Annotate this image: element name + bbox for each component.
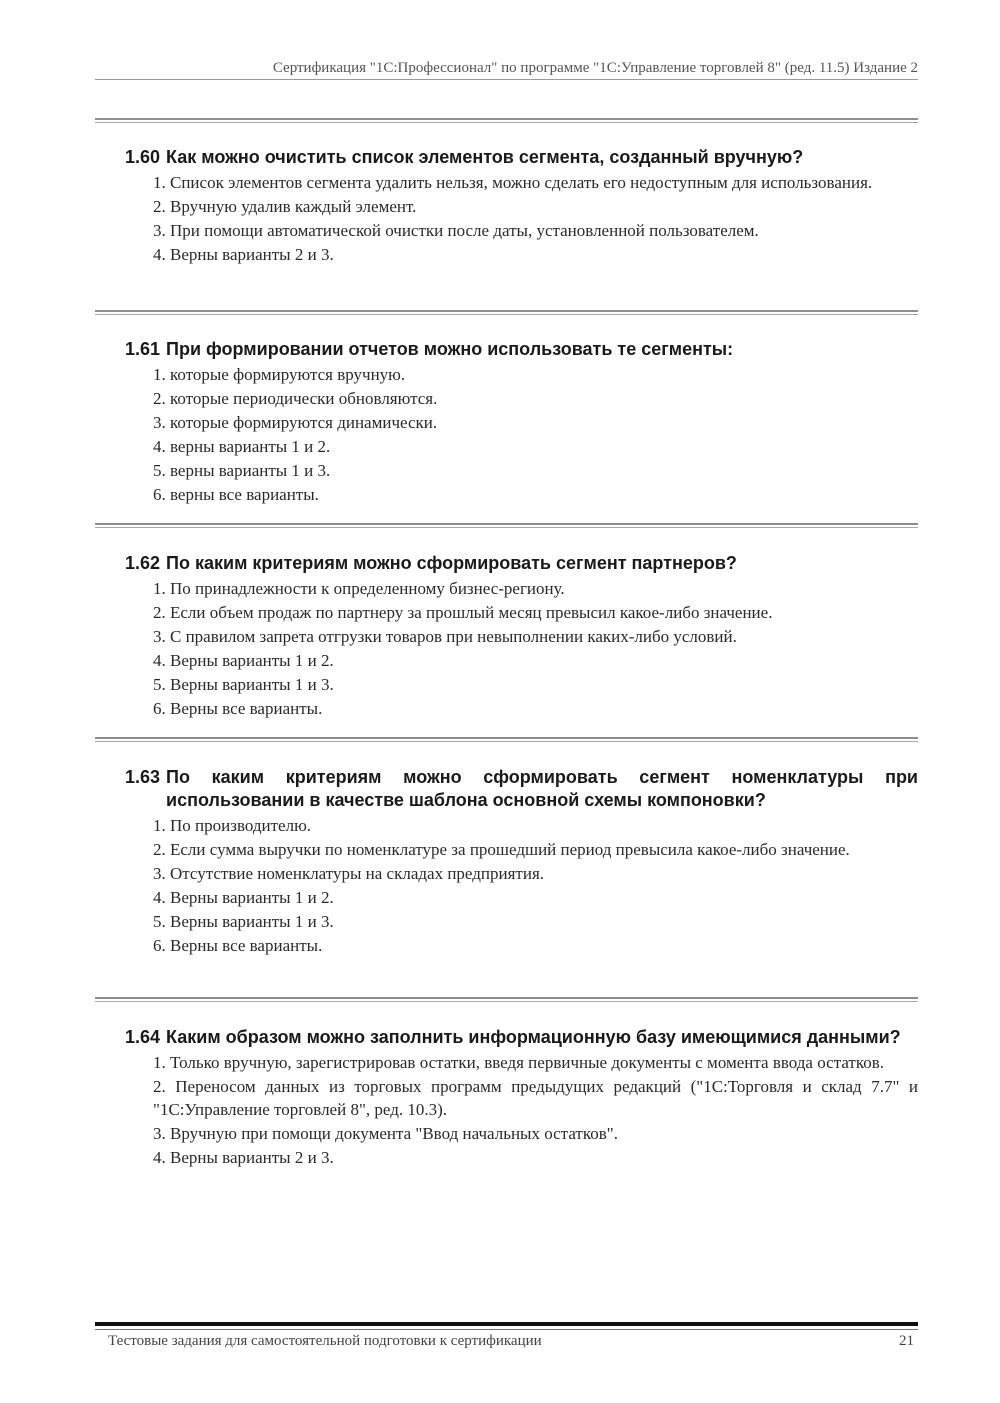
answer-option: 4. Верны варианты 1 и 2. xyxy=(153,888,334,907)
answer-option: 6. Верны все варианты. xyxy=(153,936,323,955)
footer-divider-thin xyxy=(95,1329,918,1330)
question-number: 1.64 xyxy=(125,1027,161,1047)
question-1-64 xyxy=(125,1026,918,1170)
question-title xyxy=(125,338,918,361)
answer-option: 1. Только вручную, зарегистрировав остатки, введя первичные документы с момента ввода остатков. xyxy=(153,1053,885,1072)
answer-option: 3. Вручную при помощи документа "Ввод начальных остатков". xyxy=(153,1124,618,1143)
answer-option: 2. которые периодически обновляются. xyxy=(153,389,438,408)
answer-option: 3. Отсутствие номенклатуры на складах предприятия. xyxy=(153,864,545,883)
answer-option: 1. Список элементов сегмента удалить нельзя, можно сделать его недоступным для использования. xyxy=(153,173,873,192)
question-text: Каким образом можно заполнить информационную базу имеющимися данными? xyxy=(166,1027,901,1047)
question-text: По каким критериям можно сформировать сегмент партнеров? xyxy=(166,553,737,573)
answer-option: 6. верны все варианты. xyxy=(153,485,319,504)
question-title xyxy=(125,1026,918,1049)
answer-option: 4. верны варианты 1 и 2. xyxy=(153,437,331,456)
question-1-63 xyxy=(125,766,918,958)
answer-option: 4. Верны варианты 2 и 3. xyxy=(153,245,334,264)
question-1-61 xyxy=(125,338,918,507)
answer-list xyxy=(153,1051,918,1169)
question-title xyxy=(125,766,918,812)
answer-option: 6. Верны все варианты. xyxy=(153,699,323,718)
question-title xyxy=(125,146,918,169)
answer-option: 1. которые формируются вручную. xyxy=(153,365,406,384)
answer-list xyxy=(153,363,918,506)
answer-option: 1. По принадлежности к определенному бизнес-региону. xyxy=(153,579,565,598)
question-number: 1.60 xyxy=(125,147,161,167)
answer-option: 5. Верны варианты 1 и 3. xyxy=(153,912,334,931)
running-footer: Тестовые задания для самостоятельной подготовки к сертификации xyxy=(108,1333,542,1349)
page-number: 21 xyxy=(899,1333,914,1349)
question-text: По каким критериям можно сформировать сегмент номенклатуры при использовании в качестве шаблона основной схемы компоновки? xyxy=(166,767,918,810)
question-1-60 xyxy=(125,146,918,267)
answer-option: 2. Переносом данных из торговых программ предыдущих редакций ("1С:Торговля и склад 7.7" и "1С:Управление торговлей 8", ред. 10.3). xyxy=(153,1077,918,1119)
answer-list xyxy=(153,171,918,266)
question-text: При формировании отчетов можно использовать те сегменты: xyxy=(166,339,734,359)
answer-option: 4. Верны варианты 2 и 3. xyxy=(153,1148,334,1167)
answer-option: 3. При помощи автоматической очистки после даты, установленной пользователем. xyxy=(153,221,759,240)
question-number: 1.61 xyxy=(125,339,161,359)
section-divider xyxy=(95,523,918,528)
question-number: 1.62 xyxy=(125,553,161,573)
section-divider xyxy=(95,997,918,1002)
footer-divider xyxy=(95,1322,918,1326)
answer-option: 2. Вручную удалив каждый элемент. xyxy=(153,197,417,216)
answer-option: 5. Верны варианты 1 и 3. xyxy=(153,675,334,694)
section-divider xyxy=(95,118,918,123)
answer-option: 5. верны варианты 1 и 3. xyxy=(153,461,331,480)
header-divider xyxy=(95,79,918,80)
question-title xyxy=(125,552,918,575)
question-number: 1.63 xyxy=(125,767,161,787)
answer-list xyxy=(153,814,918,957)
question-1-62 xyxy=(125,552,918,721)
question-text: Как можно очистить список элементов сегмента, созданный вручную? xyxy=(166,147,804,167)
running-header: Сертификация "1С:Профессионал" по программе "1С:Управление торговлей 8" (ред. 11.5) Издание 2 xyxy=(272,60,918,76)
section-divider xyxy=(95,737,918,742)
answer-option: 2. Если объем продаж по партнеру за прошлый месяц превысил какое-либо значение. xyxy=(153,603,773,622)
answer-option: 4. Верны варианты 1 и 2. xyxy=(153,651,334,670)
answer-option: 2. Если сумма выручки по номенклатуре за прошедший период превысила какое-либо значение. xyxy=(153,840,850,859)
answer-option: 1. По производителю. xyxy=(153,816,312,835)
section-divider xyxy=(95,310,918,315)
answer-option: 3. С правилом запрета отгрузки товаров при невыполнении каких-либо условий. xyxy=(153,627,737,646)
answer-list xyxy=(153,577,918,720)
answer-option: 3. которые формируются динамически. xyxy=(153,413,438,432)
